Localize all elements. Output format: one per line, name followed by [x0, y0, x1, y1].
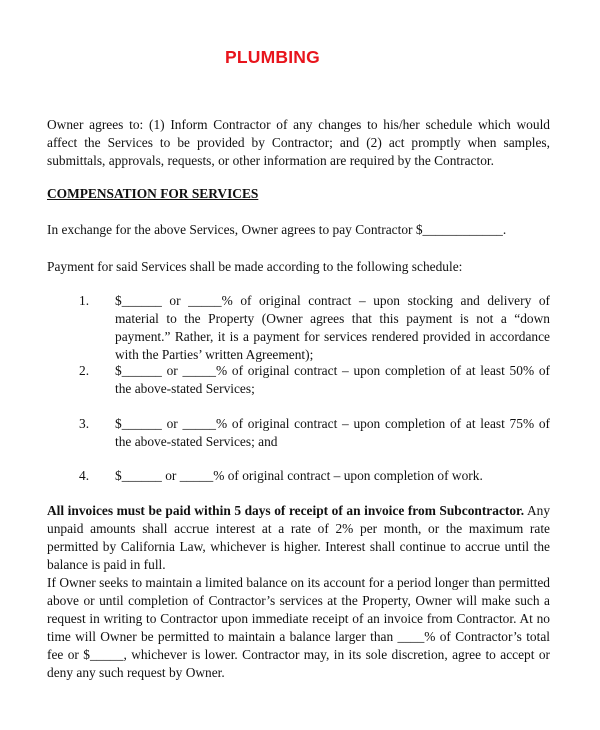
payment-item-text: $______ or _____% of original contract – upon completion of work.	[115, 468, 483, 483]
invoice-deadline-text: All invoices must be paid within 5 days of receipt of an invoice from Subcontractor.	[47, 503, 525, 518]
compensation-heading: COMPENSATION FOR SERVICES	[47, 186, 259, 201]
exchange-line: In exchange for the above Services, Owner agrees to pay Contractor $____________.	[47, 222, 507, 237]
document-title: PLUMBING	[225, 47, 320, 67]
payment-item-number: 1.	[79, 293, 90, 308]
payment-item-number: 3.	[79, 416, 90, 431]
payment-item-number: 4.	[79, 468, 90, 483]
schedule-line: Payment for said Services shall be made according to the following schedule:	[47, 259, 463, 274]
payment-item-text: $______ or _____% of original contract – upon completion of at least 75% of the above-stated Services; and	[115, 416, 550, 449]
invoice-interest-text: Any unpaid amounts shall accrue interest at a rate of 2% per month, or the maximum rate permitted by California Law, whichever is higher. Interest shall continue to accrue until the balance is paid in full.	[47, 503, 551, 572]
payment-item-text: $______ or _____% of original contract – upon completion of at least 50% of the above-stated Services;	[115, 363, 550, 396]
owner-agreement-paragraph: Owner agrees to: (1) Inform Contractor of any changes to his/her schedule which would affect the Services to be provided by Contractor; and (2) act promptly when samples, submittals, approvals, requests, or other information are required by the Contractor.	[47, 117, 550, 168]
balance-request-paragraph: If Owner seeks to maintain a limited balance on its account for a period longer than permitted above or until completion of Contractor’s services at the Property, Owner will make such a request in writing to Contractor upon immediate receipt of an invoice from Contractor. At no time will Owner be permitted to maintain a balance larger than ____% of Contractor’s total fee or $_____, whichever is lower. Contractor may, in its sole discretion, agree to accept or deny any such request by Owner.	[47, 575, 550, 680]
payment-item-text: $______ or _____% of original contract – upon stocking and delivery of material to the Property (Owner agrees that this payment is not a “down payment.” Rather, it is a payment for services rendered provided in accordance with the Parties’ written Agreement);	[115, 293, 550, 362]
payment-item-number: 2.	[79, 363, 90, 378]
invoice-terms-paragraph	[47, 502, 550, 574]
